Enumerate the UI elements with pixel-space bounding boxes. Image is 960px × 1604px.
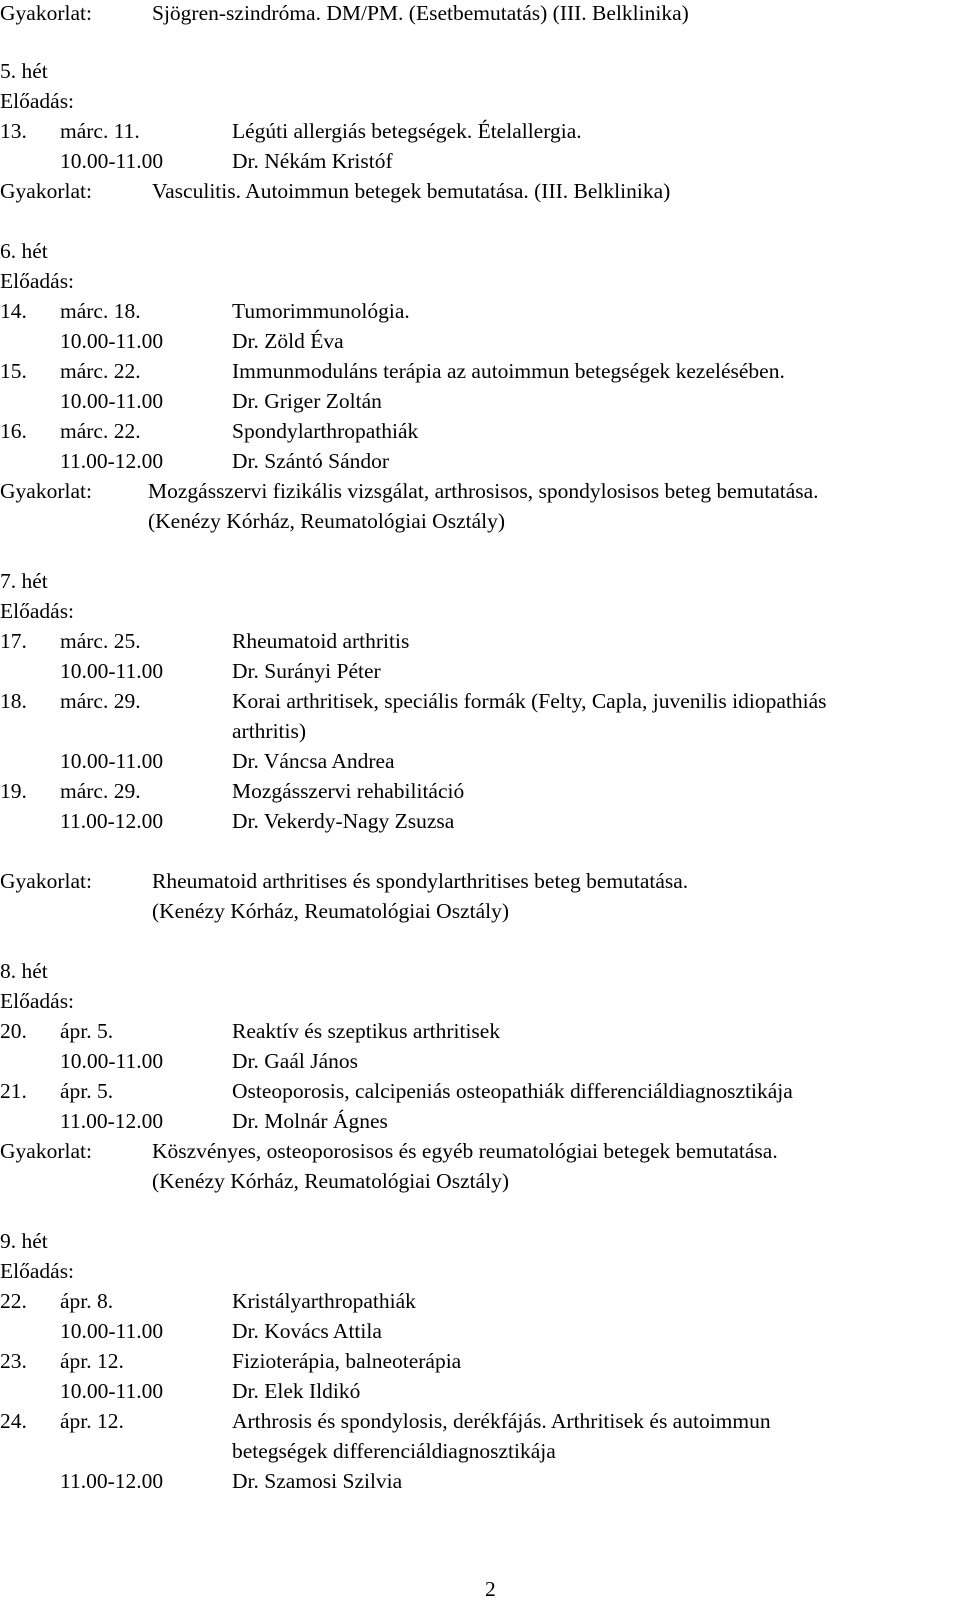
lecturer: Dr. Váncsa Andrea: [232, 749, 395, 773]
practice-label: Gyakorlat:: [0, 179, 92, 203]
lecturer: Dr. Elek Ildikó: [232, 1379, 361, 1403]
lecture-number: 15.: [0, 359, 27, 383]
lecture-date: ápr. 5.: [60, 1079, 114, 1103]
lecture-time: 10.00-11.00: [60, 1049, 164, 1073]
lecture-date: márc. 22.: [60, 359, 141, 383]
practice-text: Köszvényes, osteoporosisos és egyéb reumatológiai betegek bemutatása.: [152, 1139, 778, 1163]
lecture-time: 10.00-11.00: [60, 659, 164, 683]
lecture-label: Előadás:: [0, 269, 75, 293]
lecture-date: ápr. 12.: [60, 1409, 124, 1433]
lecture-date: márc. 29.: [60, 779, 141, 803]
lecturer: Dr. Molnár Ágnes: [232, 1109, 388, 1133]
lecture-time: 10.00-11.00: [60, 749, 164, 773]
lecture-number: 17.: [0, 629, 27, 653]
week-title: 8. hét: [0, 959, 48, 983]
practice-label: Gyakorlat:: [0, 479, 92, 503]
lecture-topic: Légúti allergiás betegségek. Ételallergia.: [232, 119, 582, 143]
week-title: 9. hét: [0, 1229, 48, 1253]
lecture-date: márc. 22.: [60, 419, 141, 443]
lecture-time: 10.00-11.00: [60, 1379, 164, 1403]
lecturer: Dr. Szántó Sándor: [232, 449, 390, 473]
lecture-topic: Spondylarthropathiák: [232, 419, 419, 443]
lecture-time: 10.00-11.00: [60, 329, 164, 353]
lecture-date: ápr. 12.: [60, 1349, 124, 1373]
page-number: 2: [485, 1577, 496, 1601]
lecture-label: Előadás:: [0, 1259, 75, 1283]
lecture-number: 19.: [0, 779, 27, 803]
lecture-number: 23.: [0, 1349, 27, 1373]
practice-text: Rheumatoid arthritises és spondylarthritises beteg bemutatása.: [152, 869, 689, 893]
lecture-time: 10.00-11.00: [60, 149, 164, 173]
lecture-number: 20.: [0, 1019, 27, 1043]
lecture-topic-continued: arthritis): [232, 719, 307, 743]
lecture-topic: Kristályarthropathiák: [232, 1289, 416, 1313]
practice-label: Gyakorlat:: [0, 869, 92, 893]
practice-location: (Kenézy Kórház, Reumatológiai Osztály): [148, 509, 506, 533]
lecture-date: márc. 11.: [60, 119, 140, 143]
lecture-label: Előadás:: [0, 599, 75, 623]
lecturer: Dr. Kovács Attila: [232, 1319, 382, 1343]
practice-label: Gyakorlat:: [0, 1, 92, 25]
lecture-date: márc. 25.: [60, 629, 141, 653]
lecture-number: 18.: [0, 689, 27, 713]
practice-location: (Kenézy Kórház, Reumatológiai Osztály): [152, 899, 510, 923]
lecture-number: 14.: [0, 299, 27, 323]
lecturer: Dr. Szamosi Szilvia: [232, 1469, 403, 1493]
lecture-date: ápr. 5.: [60, 1019, 114, 1043]
lecture-time: 11.00-12.00: [60, 1109, 164, 1133]
lecture-date: márc. 18.: [60, 299, 141, 323]
lecture-time: 11.00-12.00: [60, 449, 164, 473]
lecturer: Dr. Nékám Kristóf: [232, 149, 393, 173]
lecture-topic: Immunmoduláns terápia az autoimmun betegségek kezelésében.: [232, 359, 785, 383]
practice-location: (Kenézy Kórház, Reumatológiai Osztály): [152, 1169, 510, 1193]
practice-label: Gyakorlat:: [0, 1139, 92, 1163]
lecture-number: 21.: [0, 1079, 27, 1103]
lecture-number: 24.: [0, 1409, 27, 1433]
lecture-topic: Reaktív és szeptikus arthritisek: [232, 1019, 501, 1043]
lecturer: Dr. Zöld Éva: [232, 329, 344, 353]
lecture-topic-continued: betegségek differenciáldiagnosztikája: [232, 1439, 556, 1463]
week-title: 6. hét: [0, 239, 48, 263]
lecturer: Dr. Gaál János: [232, 1049, 358, 1073]
practice-text: Sjögren-szindróma. DM/PM. (Esetbemutatás) (III. Belklinika): [152, 1, 689, 25]
lecture-number: 22.: [0, 1289, 27, 1313]
lecture-time: 10.00-11.00: [60, 1319, 164, 1343]
lecture-topic: Rheumatoid arthritis: [232, 629, 410, 653]
lecturer: Dr. Griger Zoltán: [232, 389, 382, 413]
lecture-number: 16.: [0, 419, 27, 443]
lecture-label: Előadás:: [0, 89, 75, 113]
lecture-time: 10.00-11.00: [60, 389, 164, 413]
lecture-topic: Fizioterápia, balneoterápia: [232, 1349, 462, 1373]
lecture-topic: Arthrosis és spondylosis, derékfájás. Arthritisek és autoimmun: [232, 1409, 771, 1433]
lecture-topic: Mozgásszervi rehabilitáció: [232, 779, 465, 803]
lecture-topic: Tumorimmunológia.: [232, 299, 410, 323]
lecture-topic: Osteoporosis, calcipeniás osteopathiák differenciáldiagnosztikája: [232, 1079, 793, 1103]
lecturer: Dr. Surányi Péter: [232, 659, 381, 683]
week-title: 5. hét: [0, 59, 48, 83]
practice-text: Mozgásszervi fizikális vizsgálat, arthrosisos, spondylosisos beteg bemutatása.: [148, 479, 819, 503]
lecture-time: 11.00-12.00: [60, 1469, 164, 1493]
practice-text: Vasculitis. Autoimmun betegek bemutatása. (III. Belklinika): [152, 179, 671, 203]
lecture-date: ápr. 8.: [60, 1289, 114, 1313]
lecture-topic: Korai arthritisek, speciális formák (Felty, Capla, juvenilis idiopathiás: [232, 689, 827, 713]
lecture-date: márc. 29.: [60, 689, 141, 713]
lecture-time: 11.00-12.00: [60, 809, 164, 833]
lecture-label: Előadás:: [0, 989, 75, 1013]
lecturer: Dr. Vekerdy-Nagy Zsuzsa: [232, 809, 455, 833]
lecture-number: 13.: [0, 119, 27, 143]
week-title: 7. hét: [0, 569, 48, 593]
